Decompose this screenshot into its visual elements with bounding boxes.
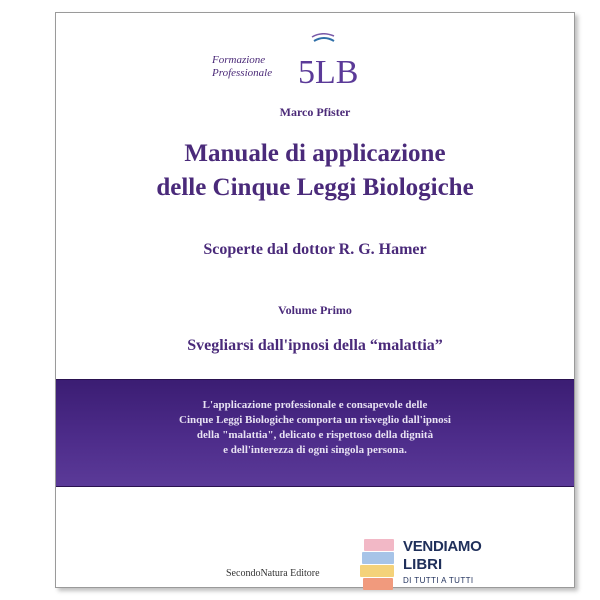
book-spine bbox=[363, 578, 393, 590]
description-line1: L'applicazione professionale e consapevole delle bbox=[202, 399, 428, 411]
book-cover bbox=[55, 12, 575, 588]
logo-text bbox=[212, 54, 272, 80]
watermark-badge bbox=[360, 535, 500, 595]
description-text bbox=[56, 398, 574, 458]
description-line2: Cinque Leggi Biologiche comporta un risveglio dall'ipnosi bbox=[179, 414, 451, 426]
logo-text-line2: Professionale bbox=[212, 67, 273, 79]
book-spine bbox=[362, 552, 394, 564]
title-line2: delle Cinque Leggi Biologiche bbox=[156, 174, 474, 201]
volume-title: Svegliarsi dall'ipnosi della “malattia” bbox=[187, 337, 443, 354]
description-line3: della "malattia", delicato e rispettoso della dignità bbox=[196, 429, 434, 441]
book-stack-icon bbox=[360, 535, 398, 595]
watermark-line1: VENDIAMO bbox=[403, 538, 482, 555]
volume-label: Volume Primo bbox=[278, 303, 352, 317]
publisher-logo bbox=[212, 31, 372, 91]
logo-mark-text: 5LB bbox=[298, 54, 359, 91]
watermark-line3: DI TUTTI A TUTTI bbox=[403, 576, 474, 585]
title-line1: Manuale di applicazione bbox=[184, 140, 446, 167]
logo-text-line1: Formazione bbox=[212, 54, 266, 66]
book-spine bbox=[360, 565, 394, 577]
book-spine bbox=[364, 539, 394, 551]
watermark-line2: LIBRI bbox=[403, 556, 443, 573]
description-band bbox=[56, 379, 574, 487]
slb-logo-icon bbox=[294, 33, 372, 91]
publisher-name: SecondoNatura Editore bbox=[226, 568, 320, 579]
author-name: Marco Pfister bbox=[279, 105, 351, 119]
book-title bbox=[56, 137, 574, 205]
description-line4: e dell'interezza di ogni singola persona. bbox=[223, 444, 407, 456]
subtitle: Scoperte dal dottor R. G. Hamer bbox=[203, 241, 427, 258]
